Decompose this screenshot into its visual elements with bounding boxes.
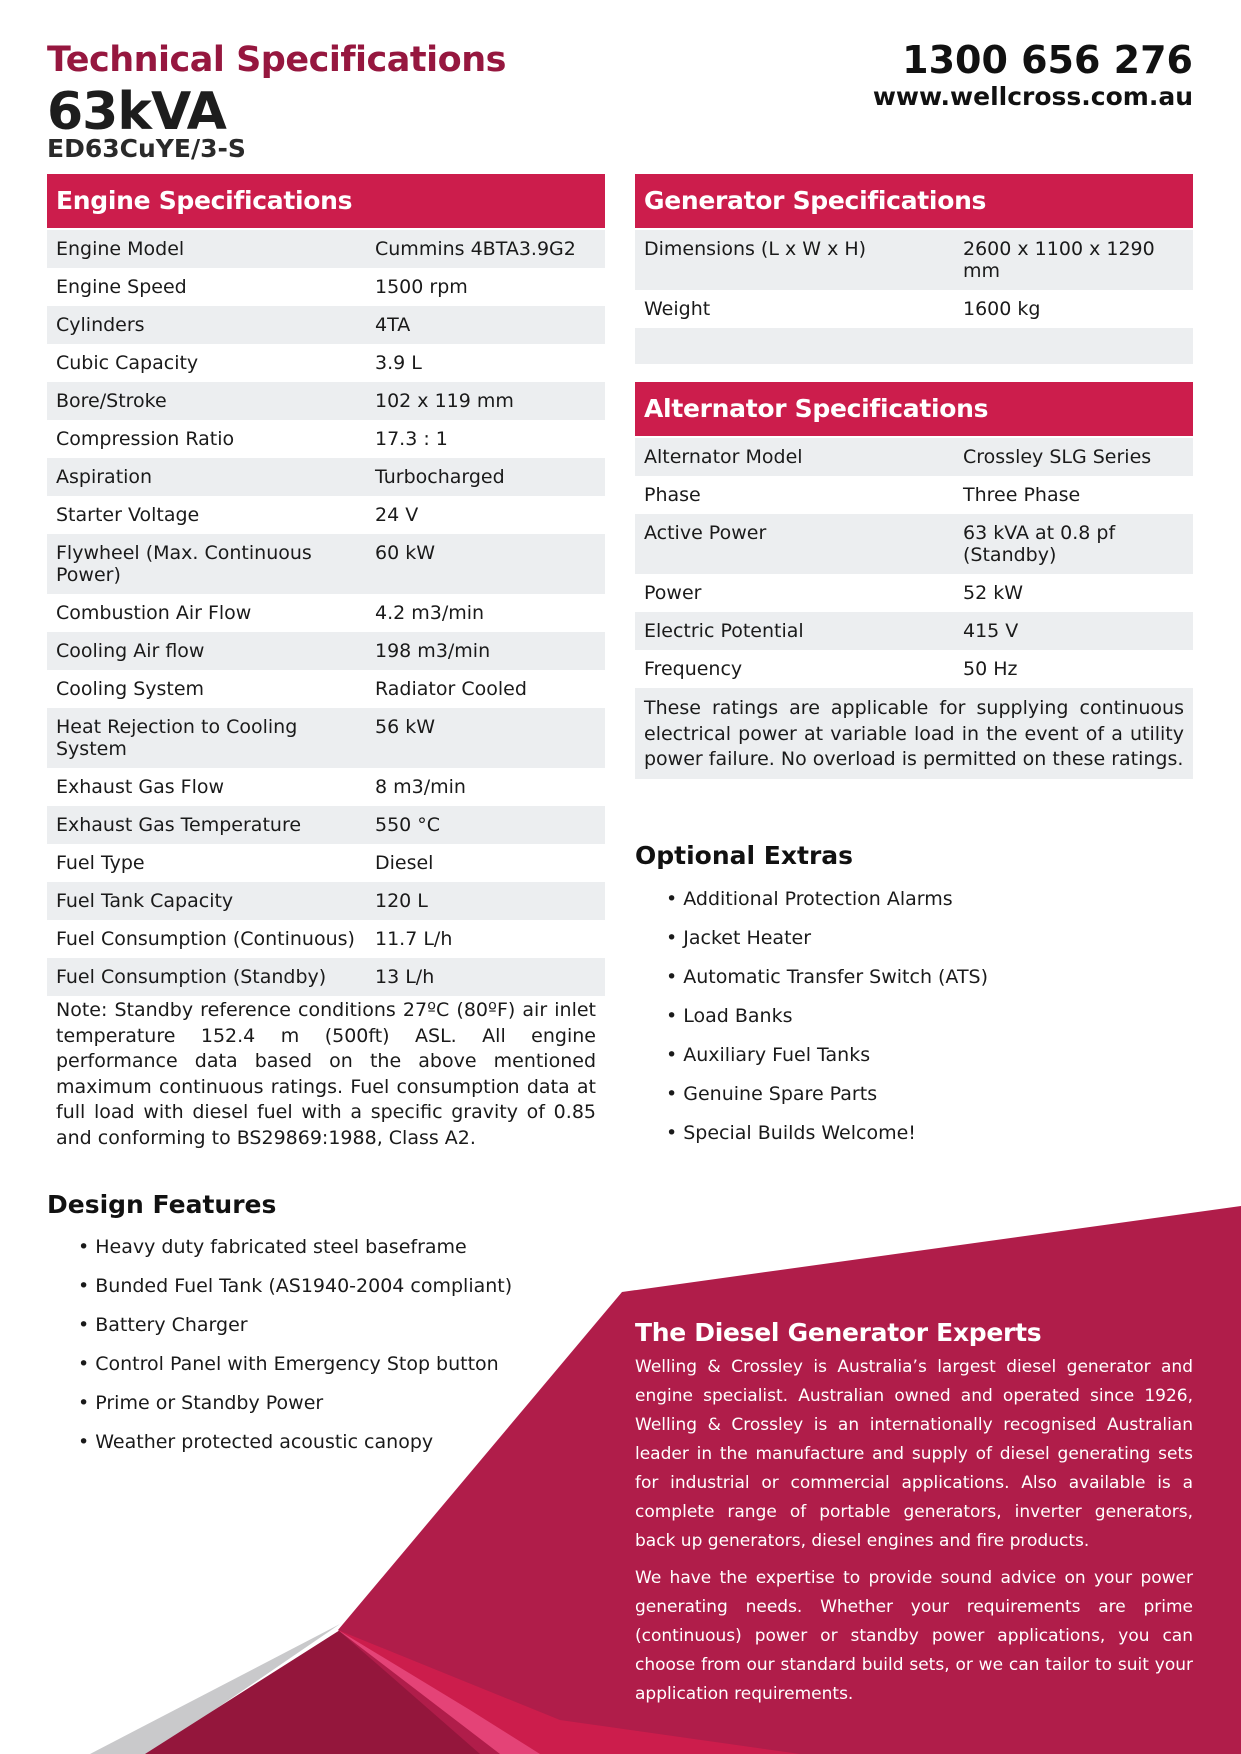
alternator-specifications-table — [635, 382, 1193, 779]
spec-label: Active Power — [644, 522, 767, 544]
company-about-paragraph: Welling & Crossley is Australia’s largest diesel generator and engine specialist. Australian owned and operated since 1926, Welling & Crossley is an internationally recognised Australian leader in the manufacture and supply of diesel generating sets for industrial or commercial applications. Also available is a complete range of portable generators, inverter generators, back up generators, diesel engines and fire products. — [635, 1357, 1193, 1551]
optional-extra-item: • Auxiliary Fuel Tanks — [666, 1044, 871, 1066]
alternator-specifications-title: Alternator Specifications — [635, 382, 1193, 436]
spec-label: Fuel Consumption (Continuous) — [56, 928, 355, 950]
engine-rows — [47, 230, 605, 996]
spec-value: 63 kVA at 0.8 pf (Standby) — [963, 522, 1116, 566]
engine-specifications-table — [47, 174, 605, 1157]
optional-extra-item: • Additional Protection Alarms — [666, 888, 953, 910]
spec-value: 56 kW — [375, 716, 436, 738]
optional-extras-list — [666, 888, 988, 1161]
spec-label: Flywheel (Max. Continuous Power) — [56, 542, 312, 586]
spec-label: Cooling Air flow — [56, 640, 205, 662]
optional-extras-title: Optional Extras — [635, 841, 854, 870]
spec-row — [47, 806, 605, 844]
spec-label: Engine Model — [56, 238, 185, 260]
company-about-title: The Diesel Generator Experts — [635, 1318, 1042, 1347]
spec-label: Cylinders — [56, 314, 145, 336]
page-title: Technical Specifications — [47, 40, 506, 80]
spec-row — [47, 768, 605, 806]
spec-label: Phase — [644, 484, 701, 506]
model-number: ED63CuYE/3-S — [47, 134, 246, 163]
spec-value: 24 V — [375, 504, 419, 526]
spec-row — [47, 496, 605, 534]
spec-label: Dimensions (L x W x H) — [644, 238, 867, 260]
spec-row — [635, 230, 1193, 290]
spec-label: Fuel Tank Capacity — [56, 890, 234, 912]
spec-value: 2600 x 1100 x 1290 mm — [963, 238, 1155, 282]
company-about-paragraph: We have the expertise to provide sound advice on your power generating needs. Whether your requirements are prime (continuous) power or standby power applications, you can choose from our standard build sets, or we can tailor to suit your application requirements. — [635, 1568, 1193, 1704]
spec-row — [635, 290, 1193, 328]
spec-label: Compression Ratio — [56, 428, 235, 450]
spec-label: Bore/Stroke — [56, 390, 167, 412]
design-features-list — [78, 1236, 512, 1470]
spec-row — [47, 670, 605, 708]
design-feature-item: • Control Panel with Emergency Stop button — [78, 1353, 499, 1375]
engine-note: Note: Standby reference conditions 27ºC (80ºF) air inlet temperature 152.4 m (500ft) ASL. All engine performance data based on the above mentioned maximum continuous ratings. Fuel consumption data at full load with diesel fuel with a specific gravity of 0.85 and conforming to BS29869:1988, Class A2. — [56, 999, 596, 1149]
spec-label: Exhaust Gas Flow — [56, 776, 225, 798]
spec-value: 60 kW — [375, 542, 436, 564]
spec-row — [47, 708, 605, 768]
spec-value: Cummins 4BTA3.9G2 — [375, 238, 576, 260]
spec-row — [47, 382, 605, 420]
spec-row — [635, 514, 1193, 574]
generator-rows — [635, 230, 1193, 328]
design-features-title: Design Features — [47, 1190, 277, 1219]
spec-value: 1600 kg — [963, 298, 1041, 320]
spec-row — [47, 920, 605, 958]
spec-value: 198 m3/min — [375, 640, 491, 662]
generator-specifications-table — [635, 174, 1193, 364]
design-feature-item: • Bunded Fuel Tank (AS1940-2004 compliant) — [78, 1275, 513, 1297]
spec-value: 52 kW — [963, 582, 1024, 604]
alternator-rows — [635, 438, 1193, 688]
spec-row — [47, 458, 605, 496]
alternator-note: These ratings are applicable for supplying continuous electrical power at variable load in the event of a utility power failure. No overload is permitted on these ratings. — [635, 688, 1193, 779]
spec-label: Frequency — [644, 658, 743, 680]
spec-value: Diesel — [375, 852, 434, 874]
spec-label: Starter Voltage — [56, 504, 200, 526]
spec-row — [47, 534, 605, 594]
spec-label: Engine Speed — [56, 276, 187, 298]
spec-value: 3.9 L — [375, 352, 422, 374]
spec-label: Alternator Model — [644, 446, 803, 468]
power-rating: 63kVA — [47, 82, 226, 142]
spec-value: 120 L — [375, 890, 428, 912]
spec-label: Cooling System — [56, 678, 205, 700]
spec-row — [635, 612, 1193, 650]
spec-label: Cubic Capacity — [56, 352, 199, 374]
spec-row — [47, 306, 605, 344]
optional-extra-item: • Special Builds Welcome! — [666, 1122, 916, 1144]
spec-row — [47, 882, 605, 920]
spec-value: Three Phase — [963, 484, 1081, 506]
design-feature-item: • Battery Charger — [78, 1314, 248, 1336]
spec-value: 1500 rpm — [375, 276, 468, 298]
spec-value: Crossley SLG Series — [963, 446, 1152, 468]
optional-extra-item: • Load Banks — [666, 1005, 793, 1027]
spec-row — [635, 438, 1193, 476]
spec-row — [635, 650, 1193, 688]
spec-row — [47, 230, 605, 268]
phone-number[interactable]: 1300 656 276 — [902, 38, 1193, 82]
spec-row — [47, 594, 605, 632]
generator-specifications-title: Generator Specifications — [635, 174, 1193, 228]
spec-label: Combustion Air Flow — [56, 602, 252, 624]
spec-row — [47, 420, 605, 458]
spec-value: 8 m3/min — [375, 776, 466, 798]
spec-value: 4TA — [375, 314, 411, 336]
spec-value: 550 °C — [375, 814, 441, 836]
empty-row — [635, 328, 1193, 364]
spec-label: Weight — [644, 298, 711, 320]
design-feature-item: • Heavy duty fabricated steel baseframe — [78, 1236, 467, 1258]
spec-value: 13 L/h — [375, 966, 435, 988]
spec-value: 50 Hz — [963, 658, 1018, 680]
spec-row — [47, 268, 605, 306]
design-feature-item: • Prime or Standby Power — [78, 1392, 324, 1414]
spec-value: 11.7 L/h — [375, 928, 453, 950]
spec-label: Fuel Consumption (Standby) — [56, 966, 327, 988]
spec-value: 17.3 : 1 — [375, 428, 448, 450]
spec-value: 415 V — [963, 620, 1019, 642]
spec-row — [47, 344, 605, 382]
spec-row — [47, 632, 605, 670]
spec-value: Turbocharged — [375, 466, 505, 488]
optional-extra-item: • Automatic Transfer Switch (ATS) — [666, 966, 989, 988]
spec-row — [47, 958, 605, 996]
spec-row — [47, 844, 605, 882]
spec-value: 102 x 119 mm — [375, 390, 514, 412]
spec-label: Power — [644, 582, 702, 604]
optional-extra-item: • Genuine Spare Parts — [666, 1083, 878, 1105]
company-about-section — [635, 1318, 1193, 1717]
website-link[interactable]: www.wellcross.com.au — [872, 82, 1193, 111]
engine-specifications-title: Engine Specifications — [47, 174, 605, 228]
spec-value: 4.2 m3/min — [375, 602, 485, 624]
spec-label: Fuel Type — [56, 852, 145, 874]
spec-value: Radiator Cooled — [375, 678, 527, 700]
spec-row — [635, 574, 1193, 612]
spec-row — [635, 476, 1193, 514]
spec-label: Heat Rejection to Cooling System — [56, 716, 298, 760]
spec-label: Exhaust Gas Temperature — [56, 814, 302, 836]
spec-label: Aspiration — [56, 466, 153, 488]
design-feature-item: • Weather protected acoustic canopy — [78, 1431, 434, 1453]
spec-label: Electric Potential — [644, 620, 804, 642]
optional-extra-item: • Jacket Heater — [666, 927, 812, 949]
